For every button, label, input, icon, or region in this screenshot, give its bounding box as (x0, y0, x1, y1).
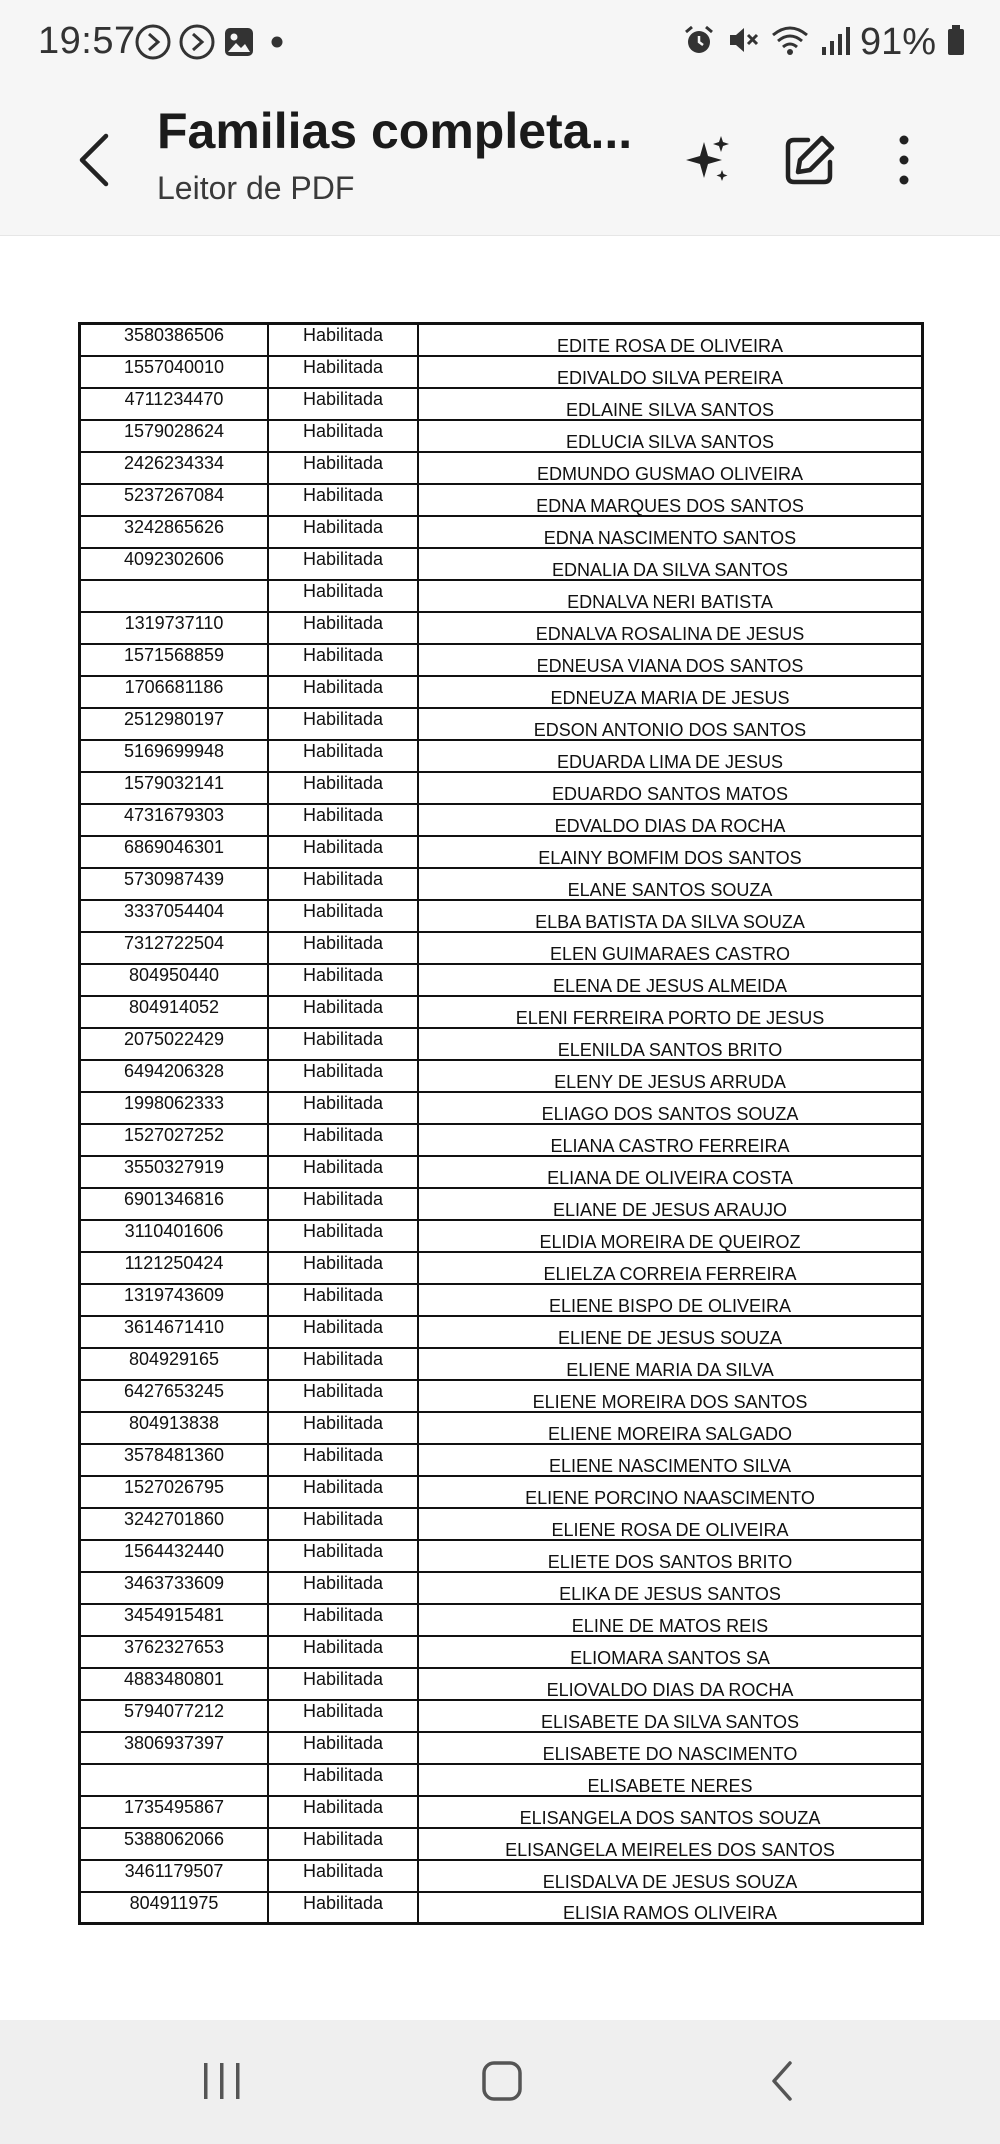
table-row (80, 1316, 923, 1348)
nis-cell: 6901346816 (80, 1188, 269, 1220)
nis-cell (80, 580, 269, 612)
alarm-icon (682, 23, 716, 62)
name-cell: ELENILDA SANTOS BRITO (418, 1028, 923, 1060)
name-cell: ELIENE NASCIMENTO SILVA (418, 1444, 923, 1476)
nis-cell: 3242701860 (80, 1508, 269, 1540)
nis-cell: 1998062333 (80, 1092, 269, 1124)
table-row (80, 1732, 923, 1764)
status-cell: Habilitada (268, 1156, 418, 1188)
table-row (80, 740, 923, 772)
more-vert-icon (894, 132, 914, 188)
nis-cell: 3454915481 (80, 1604, 269, 1636)
status-cell: Habilitada (268, 1060, 418, 1092)
home-button[interactable] (462, 2046, 542, 2116)
table-row (80, 1828, 923, 1860)
table-row (80, 388, 923, 420)
table-row (80, 772, 923, 804)
notification-icons (134, 24, 292, 64)
name-cell: ELIENE MOREIRA DOS SANTOS (418, 1380, 923, 1412)
table-row (80, 1860, 923, 1892)
nis-cell: 3550327919 (80, 1156, 269, 1188)
status-cell: Habilitada (268, 900, 418, 932)
name-cell: ELISDALVA DE JESUS SOUZA (418, 1860, 923, 1892)
nis-cell: 1564432440 (80, 1540, 269, 1572)
status-cell: Habilitada (268, 1572, 418, 1604)
status-cell: Habilitada (268, 1764, 418, 1796)
name-cell: EDIVALDO SILVA PEREIRA (418, 356, 923, 388)
nis-cell: 804950440 (80, 964, 269, 996)
name-cell: ELENA DE JESUS ALMEIDA (418, 964, 923, 996)
status-cell: Habilitada (268, 964, 418, 996)
home-icon (478, 2057, 526, 2105)
table-row (80, 1188, 923, 1220)
app-subtitle: Leitor de PDF (157, 170, 355, 206)
table-row (80, 452, 923, 484)
table-row (80, 484, 923, 516)
wifi-icon (770, 23, 810, 62)
table-row (80, 1348, 923, 1380)
top-area (0, 0, 1000, 236)
status-cell: Habilitada (268, 1252, 418, 1284)
status-cell: Habilitada (268, 516, 418, 548)
table-row (80, 1540, 923, 1572)
status-cell: Habilitada (268, 1412, 418, 1444)
name-cell: ELIOVALDO DIAS DA ROCHA (418, 1668, 923, 1700)
nis-cell: 5388062066 (80, 1828, 269, 1860)
status-cell: Habilitada (268, 356, 418, 388)
status-bar (0, 0, 1000, 86)
table-row (80, 1412, 923, 1444)
table-row (80, 644, 923, 676)
status-cell: Habilitada (268, 1636, 418, 1668)
table-row (80, 1284, 923, 1316)
name-cell: EDNALIA DA SILVA SANTOS (418, 548, 923, 580)
name-cell: EDNALVA NERI BATISTA (418, 580, 923, 612)
name-cell: EDLAINE SILVA SANTOS (418, 388, 923, 420)
table-row (80, 1508, 923, 1540)
status-cell: Habilitada (268, 1188, 418, 1220)
nis-cell: 804914052 (80, 996, 269, 1028)
back-icon (764, 2057, 800, 2105)
status-cell: Habilitada (268, 1284, 418, 1316)
status-cell: Habilitada (268, 1700, 418, 1732)
nis-cell: 1121250424 (80, 1252, 269, 1284)
name-cell: ELIAGO DOS SANTOS SOUZA (418, 1092, 923, 1124)
name-cell: EDNEUSA VIANA DOS SANTOS (418, 644, 923, 676)
name-cell: ELISANGELA DOS SANTOS SOUZA (418, 1796, 923, 1828)
status-cell: Habilitada (268, 1092, 418, 1124)
back-button[interactable] (66, 124, 122, 196)
nis-cell (80, 1764, 269, 1796)
nav-back-button[interactable] (742, 2046, 822, 2116)
name-cell: ELISABETE NERES (418, 1764, 923, 1796)
image-icon (222, 25, 256, 64)
edit-button[interactable] (774, 124, 846, 196)
battery-percent: 91% (859, 20, 936, 63)
name-cell: ELIENE DE JESUS SOUZA (418, 1316, 923, 1348)
nis-cell: 3580386506 (80, 324, 269, 356)
table-row (80, 836, 923, 868)
name-cell: ELIENE MOREIRA SALGADO (418, 1412, 923, 1444)
name-cell: ELIANA CASTRO FERREIRA (418, 1124, 923, 1156)
back-arrow-icon (74, 130, 114, 190)
table-row (80, 1028, 923, 1060)
status-cell: Habilitada (268, 1380, 418, 1412)
name-cell: ELISABETE DO NASCIMENTO (418, 1732, 923, 1764)
nis-cell: 3578481360 (80, 1444, 269, 1476)
name-cell: EDNEUZA MARIA DE JESUS (418, 676, 923, 708)
name-cell: ELENY DE JESUS ARRUDA (418, 1060, 923, 1092)
name-cell: ELIENE MARIA DA SILVA (418, 1348, 923, 1380)
name-cell: EDVALDO DIAS DA ROCHA (418, 804, 923, 836)
status-cell: Habilitada (268, 804, 418, 836)
nis-cell: 1735495867 (80, 1796, 269, 1828)
nis-cell: 5730987439 (80, 868, 269, 900)
nis-cell: 1527026795 (80, 1476, 269, 1508)
status-cell: Habilitada (268, 324, 418, 356)
status-cell: Habilitada (268, 1540, 418, 1572)
table-row (80, 1092, 923, 1124)
table-row (80, 932, 923, 964)
name-cell: ELISANGELA MEIRELES DOS SANTOS (418, 1828, 923, 1860)
mute-icon (726, 23, 760, 62)
signal-icon (820, 23, 850, 62)
table-row (80, 420, 923, 452)
nis-cell: 3762327653 (80, 1636, 269, 1668)
nis-cell: 3806937397 (80, 1732, 269, 1764)
document-title: Familias completa... (157, 103, 633, 159)
status-cell: Habilitada (268, 580, 418, 612)
nis-cell: 4883480801 (80, 1668, 269, 1700)
name-cell: EDNA MARQUES DOS SANTOS (418, 484, 923, 516)
more-options-button[interactable] (868, 124, 940, 196)
table-row (80, 612, 923, 644)
name-cell: ELISIA RAMOS OLIVEIRA (418, 1892, 923, 1924)
nis-cell: 1579028624 (80, 420, 269, 452)
nis-cell: 4711234470 (80, 388, 269, 420)
nis-cell: 1319737110 (80, 612, 269, 644)
status-cell: Habilitada (268, 388, 418, 420)
nis-cell: 3110401606 (80, 1220, 269, 1252)
table-row (80, 1636, 923, 1668)
status-cell: Habilitada (268, 1892, 418, 1924)
status-cell: Habilitada (268, 420, 418, 452)
table-row (80, 1476, 923, 1508)
table-row (80, 900, 923, 932)
nis-cell: 4092302606 (80, 548, 269, 580)
nis-cell: 3614671410 (80, 1316, 269, 1348)
name-cell: EDUARDA LIMA DE JESUS (418, 740, 923, 772)
nis-cell: 1571568859 (80, 644, 269, 676)
status-cell: Habilitada (268, 644, 418, 676)
name-cell: ELIELZA CORREIA FERREIRA (418, 1252, 923, 1284)
edit-icon (782, 132, 838, 188)
status-cell: Habilitada (268, 612, 418, 644)
status-cell: Habilitada (268, 1668, 418, 1700)
table-row (80, 1124, 923, 1156)
table-row (80, 1700, 923, 1732)
nis-cell: 5794077212 (80, 1700, 269, 1732)
status-cell: Habilitada (268, 1444, 418, 1476)
nis-cell: 2512980197 (80, 708, 269, 740)
status-cell: Habilitada (268, 1796, 418, 1828)
table-row (80, 1572, 923, 1604)
name-cell: ELIANE DE JESUS ARAUJO (418, 1188, 923, 1220)
table-row (80, 324, 923, 356)
status-cell: Habilitada (268, 1220, 418, 1252)
status-cell: Habilitada (268, 1604, 418, 1636)
table-row (80, 356, 923, 388)
name-cell: ELBA BATISTA DA SILVA SOUZA (418, 900, 923, 932)
name-cell: ELIETE DOS SANTOS BRITO (418, 1540, 923, 1572)
status-cell: Habilitada (268, 676, 418, 708)
table-row (80, 676, 923, 708)
nis-cell: 2426234334 (80, 452, 269, 484)
table-row (80, 964, 923, 996)
table-row (80, 1380, 923, 1412)
nis-cell: 3242865626 (80, 516, 269, 548)
table-row (80, 1668, 923, 1700)
table-row (80, 1764, 923, 1796)
status-cell: Habilitada (268, 772, 418, 804)
play-circle-icon (134, 23, 172, 66)
nis-cell: 4731679303 (80, 804, 269, 836)
nis-cell: 5237267084 (80, 484, 269, 516)
name-cell: ELIDIA MOREIRA DE QUEIROZ (418, 1220, 923, 1252)
status-cell: Habilitada (268, 1508, 418, 1540)
table-row (80, 708, 923, 740)
status-cell: Habilitada (268, 932, 418, 964)
status-cell: Habilitada (268, 548, 418, 580)
status-time: 19:57 (38, 20, 136, 62)
table-row (80, 1252, 923, 1284)
name-cell: EDMUNDO GUSMAO OLIVEIRA (418, 452, 923, 484)
nis-cell: 804911975 (80, 1892, 269, 1924)
table-row (80, 580, 923, 612)
name-cell: ELIKA DE JESUS SANTOS (418, 1572, 923, 1604)
ai-assist-button[interactable] (670, 124, 742, 196)
nis-cell: 1557040010 (80, 356, 269, 388)
table-row (80, 1796, 923, 1828)
status-cell: Habilitada (268, 484, 418, 516)
status-cell: Habilitada (268, 1732, 418, 1764)
nis-cell: 1579032141 (80, 772, 269, 804)
nis-cell: 1527027252 (80, 1124, 269, 1156)
table-row (80, 1604, 923, 1636)
name-cell: EDITE ROSA DE OLIVEIRA (418, 324, 923, 356)
battery-icon (946, 23, 966, 62)
name-cell: EDSON ANTONIO DOS SANTOS (418, 708, 923, 740)
name-cell: ELISABETE DA SILVA SANTOS (418, 1700, 923, 1732)
status-cell: Habilitada (268, 452, 418, 484)
status-cell: Habilitada (268, 740, 418, 772)
status-cell: Habilitada (268, 836, 418, 868)
nis-cell: 804913838 (80, 1412, 269, 1444)
status-cell: Habilitada (268, 1028, 418, 1060)
play-circle-icon (178, 23, 216, 66)
status-cell: Habilitada (268, 996, 418, 1028)
nis-cell: 3337054404 (80, 900, 269, 932)
name-cell: ELAINY BOMFIM DOS SANTOS (418, 836, 923, 868)
recent-apps-icon (200, 2059, 244, 2103)
table-row (80, 1156, 923, 1188)
name-cell: ELINE DE MATOS REIS (418, 1604, 923, 1636)
name-cell: ELEN GUIMARAES CASTRO (418, 932, 923, 964)
name-cell: ELIENE PORCINO NAASCIMENTO (418, 1476, 923, 1508)
table-row (80, 1060, 923, 1092)
nis-cell: 3463733609 (80, 1572, 269, 1604)
app-header (0, 86, 1000, 235)
table-row (80, 1892, 923, 1924)
nis-cell: 7312722504 (80, 932, 269, 964)
status-cell: Habilitada (268, 1124, 418, 1156)
table-row (80, 1444, 923, 1476)
table-row (80, 868, 923, 900)
dot-icon (262, 27, 292, 62)
nis-cell: 6427653245 (80, 1380, 269, 1412)
name-cell: ELENI FERREIRA PORTO DE JESUS (418, 996, 923, 1028)
nis-cell: 6869046301 (80, 836, 269, 868)
nis-cell: 1319743609 (80, 1284, 269, 1316)
name-cell: EDNALVA ROSALINA DE JESUS (418, 612, 923, 644)
name-cell: ELIOMARA SANTOS SA (418, 1636, 923, 1668)
sparkle-icon (678, 132, 734, 188)
nis-cell: 5169699948 (80, 740, 269, 772)
document-table (78, 322, 924, 1925)
table-body (80, 324, 923, 1924)
nis-cell: 1706681186 (80, 676, 269, 708)
name-cell: EDLUCIA SILVA SANTOS (418, 420, 923, 452)
table-row (80, 804, 923, 836)
nis-cell: 6494206328 (80, 1060, 269, 1092)
recent-apps-button[interactable] (182, 2046, 262, 2116)
name-cell: EDNA NASCIMENTO SANTOS (418, 516, 923, 548)
name-cell: ELIENE ROSA DE OLIVEIRA (418, 1508, 923, 1540)
status-cell: Habilitada (268, 1860, 418, 1892)
table-row (80, 516, 923, 548)
navigation-bar (0, 2020, 1000, 2144)
table-row (80, 1220, 923, 1252)
status-cell: Habilitada (268, 1348, 418, 1380)
name-cell: ELANE SANTOS SOUZA (418, 868, 923, 900)
system-icons (682, 20, 966, 64)
status-cell: Habilitada (268, 868, 418, 900)
name-cell: ELIANA DE OLIVEIRA COSTA (418, 1156, 923, 1188)
status-cell: Habilitada (268, 1476, 418, 1508)
name-cell: ELIENE BISPO DE OLIVEIRA (418, 1284, 923, 1316)
status-cell: Habilitada (268, 708, 418, 740)
nis-cell: 3461179507 (80, 1860, 269, 1892)
status-cell: Habilitada (268, 1316, 418, 1348)
name-cell: EDUARDO SANTOS MATOS (418, 772, 923, 804)
nis-cell: 2075022429 (80, 1028, 269, 1060)
table-row (80, 548, 923, 580)
status-cell: Habilitada (268, 1828, 418, 1860)
nis-cell: 804929165 (80, 1348, 269, 1380)
table-row (80, 996, 923, 1028)
